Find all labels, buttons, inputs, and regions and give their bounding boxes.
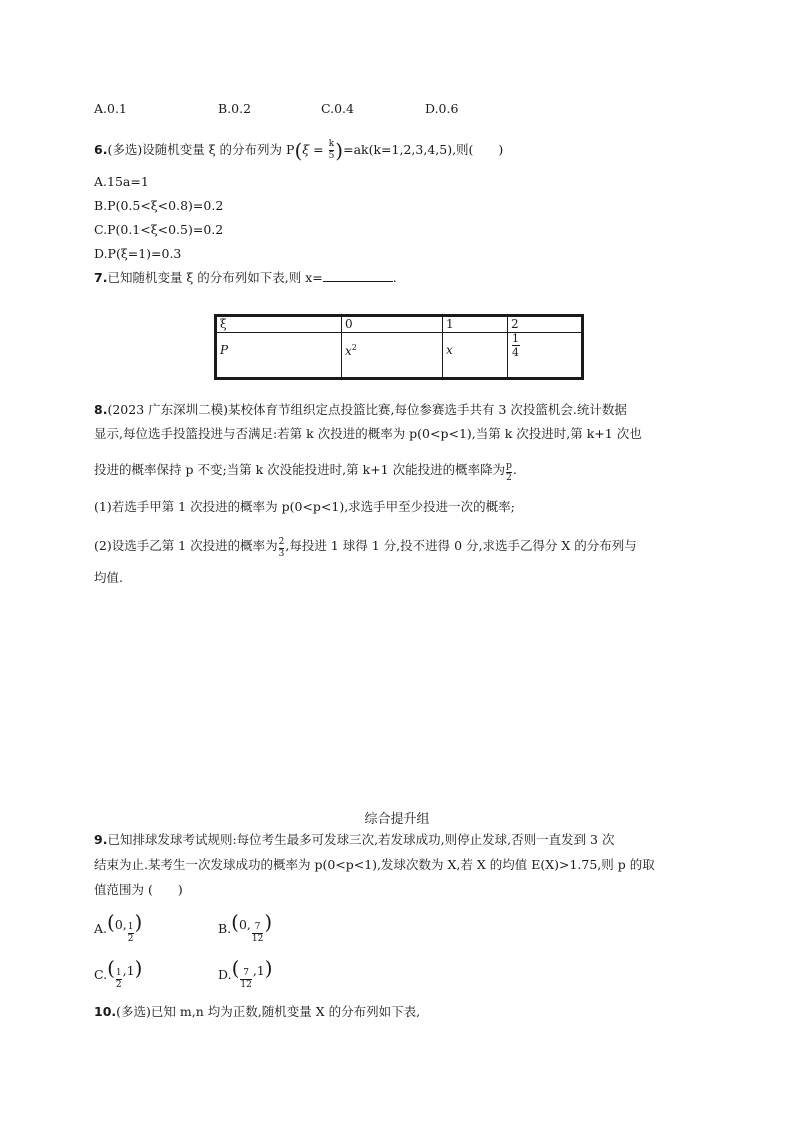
question-number: 9. [94,832,108,847]
question-stem-pre: 设随机变量 ξ 的分布列为 P [142,142,295,157]
open-paren: ( [294,138,303,163]
fraction: $\frac{2}{3}$ [278,537,285,559]
question-8-line-3: 投进的概率保持 p 不变;当第 k 次没能投进时,第 k+1 次能投进的概率降为 $\frac{p}{2}$ . [94,461,517,483]
distribution-table [214,314,584,380]
question-8-part-2 [94,538,637,559]
q6-option-b: B.P(0.5<ξ<0.8)=0.2 [94,198,224,213]
question-stem: 已知随机变量 ξ 的分布列如下表,则 x= [107,270,323,285]
question-9-line-1 [94,832,615,847]
question-text: 投进的概率保持 p 不变;当第 k 次没能投进时,第 k+1 次能投进的概率降为 [94,462,506,477]
question-text: 已知 m,n 均为正数,随机变量 X 的分布列如下表, [150,1004,421,1019]
table-row [216,316,583,333]
table-cell: x [443,333,508,379]
q6-option-c: C.P(0.1<ξ<0.5)=0.2 [94,222,224,237]
q5-option-a: A.0.1 [94,101,127,116]
q5-option-d: D.0.6 [425,101,459,116]
fraction: $\frac{p}{2}$ [506,461,512,483]
question-10-stem [94,1004,420,1019]
fraction: $\frac{1}{4}$ [512,332,519,359]
q9-option-b: B.(0, $\frac{7}{12}$ ) [218,910,273,944]
question-text: ,每投进 1 球得 1 分,投不进得 0 分,求选手乙得分 X 的分布列与 [285,538,637,553]
table-cell [508,333,583,379]
section-title: 综合提升组 [364,812,430,827]
close-paren: ) [335,138,344,163]
q5-option-c: C.0.4 [321,101,354,116]
question-number: 6. [94,142,108,157]
question-text: 已知排球发球考试规则:每位考生最多可发球三次,若发球成功,则停止发球,否则一直发到 3 次 [107,832,615,847]
question-9-line-2: 结束为止.某考生一次发球成功的概率为 p(0<p<1),发球次数为 X,若 X 的均值 E(X)>1.75,则 p 的取 [94,857,655,872]
question-7-stem: 7.已知随机变量 ξ 的分布列如下表,则 x= . [94,270,397,285]
question-text: (2)设选手乙第 1 次投进的概率为 [94,538,278,553]
q6-option-a: A.15a=1 [94,174,149,189]
fraction: $\frac{k}{5}$ [328,139,335,161]
answer-blank[interactable] [323,270,393,282]
table-header-cell: ξ [216,316,342,333]
question-8-part-1: (1)若选手甲第 1 次投进的概率为 p(0<p<1),求选手甲至少投进一次的概率; [94,499,515,514]
question-8-line-2: 显示,每位选手投篮投进与否满足:若第 k 次投进的概率为 p(0<p<1),当第 k 次投进时,第 k+1 次也 [94,426,642,441]
question-number: 7. [94,270,108,285]
question-stem-post: =ak(k=1,2,3,4,5),则( ) [343,142,504,157]
question-text: (2023 广东深圳二模)某校体育节组织定点投篮比赛,每位参赛选手共有 3 次投篮机会.统计数据 [107,402,627,417]
question-8-line-1 [94,402,627,417]
table-header-cell: 1 [443,316,508,333]
table-row-label: P [216,333,342,379]
question-number: 8. [94,402,108,417]
table-header-cell: 0 [342,316,443,333]
question-number: 10. [94,1004,117,1019]
q9-option-d: D.( $\frac{7}{12}$ ,1) [218,956,273,990]
question-tag: (多选) [116,1004,151,1019]
q9-option-a: A.(0, $\frac{1}{2}$ ) [94,910,143,944]
question-tag: (多选) [107,142,143,157]
table-row [216,333,583,379]
question-8-part-2-cont: 均值. [94,570,123,585]
table-header-cell: 2 [508,316,583,333]
q6-option-d: D.P(ξ=1)=0.3 [94,246,182,261]
q5-option-b: B.0.2 [218,101,252,116]
table-cell: $x^2$ [342,333,443,379]
q9-option-c: C.( $\frac{1}{2}$ ,1) [94,956,143,990]
question-6-stem: 6.(多选)设随机变量 ξ 的分布列为 P(ξ = $\frac{k}{5}$ )=ak(k=1,2,3,4,5),则( ) [94,138,504,163]
question-9-line-3: 值范围为 ( ) [94,882,183,897]
